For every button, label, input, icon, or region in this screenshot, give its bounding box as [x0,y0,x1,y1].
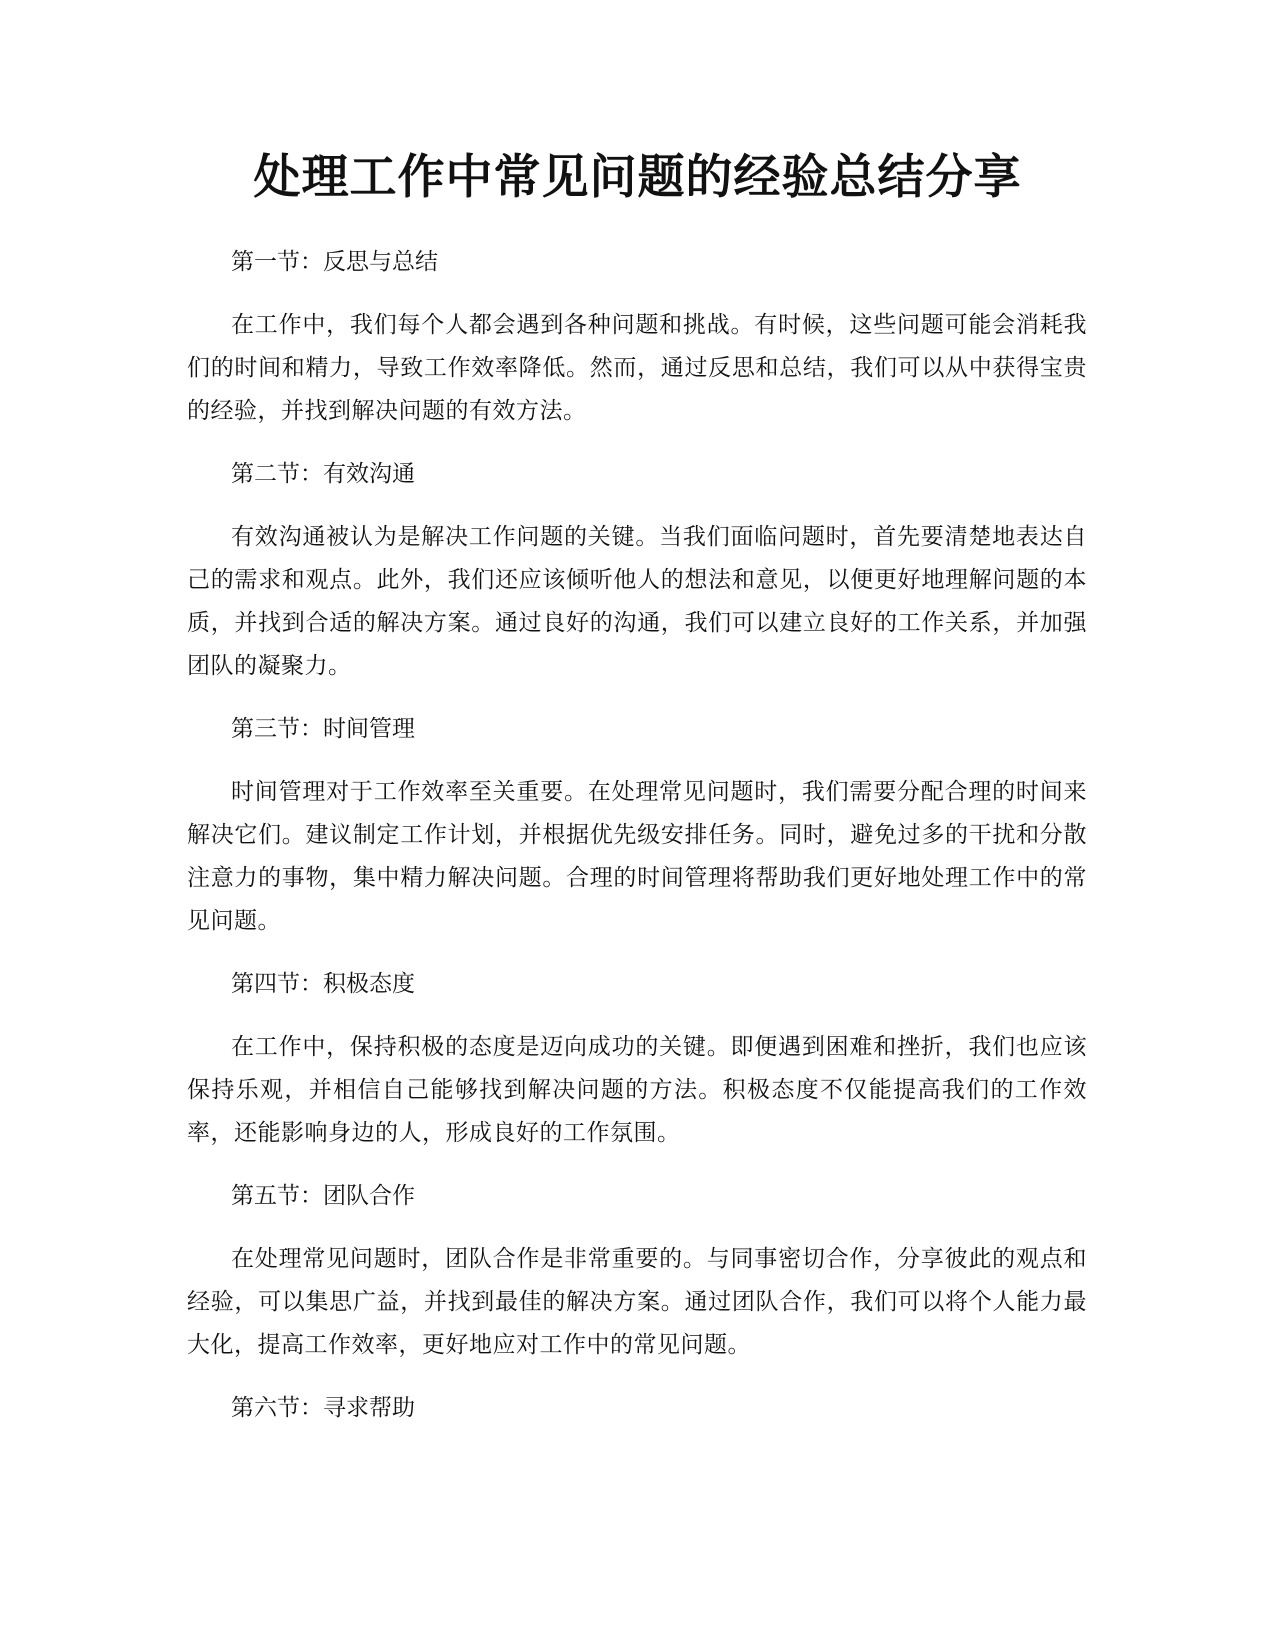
section-paragraph-4: 在工作中，保持积极的态度是迈向成功的关键。即便遇到困难和挫折，我们也应该保持乐观，并相信自己能够找到解决问题的方法。积极态度不仅能提高我们的工作效率，还能影响身边的人，形成良好的工作氛围。 [187,1034,1087,1146]
section-heading-2: 第二节：有效沟通 [231,461,415,487]
section-heading-1: 第一节：反思与总结 [231,249,438,275]
section-paragraph-3: 时间管理对于工作效率至关重要。在处理常见问题时，我们需要分配合理的时间来解决它们。建议制定工作计划，并根据优先级安排任务。同时，避免过多的干扰和分散注意力的事物，集中精力解决问题。合理的时间管理将帮助我们更好地处理工作中的常见问题。 [187,779,1087,934]
document-title: 处理工作中常见问题的经验总结分享 [253,150,1022,205]
section-heading-6: 第六节：寻求帮助 [231,1395,415,1421]
section-paragraph-1: 在工作中，我们每个人都会遇到各种问题和挑战。有时候，这些问题可能会消耗我们的时间和精力，导致工作效率降低。然而，通过反思和总结，我们可以从中获得宝贵的经验，并找到解决问题的有效方法。 [187,312,1087,424]
section-heading-5: 第五节：团队合作 [231,1183,415,1209]
section-paragraph-2: 有效沟通被认为是解决工作问题的关键。当我们面临问题时，首先要清楚地表达自己的需求和观点。此外，我们还应该倾听他人的想法和意见，以便更好地理解问题的本质，并找到合适的解决方案。通过良好的沟通，我们可以建立良好的工作关系，并加强团队的凝聚力。 [187,524,1087,679]
section-heading-4: 第四节：积极态度 [231,971,415,997]
document-body [187,241,1087,1450]
section-paragraph-5: 在处理常见问题时，团队合作是非常重要的。与同事密切合作，分享彼此的观点和经验，可以集思广益，并找到最佳的解决方案。通过团队合作，我们可以将个人能力最大化，提高工作效率，更好地应对工作中的常见问题。 [187,1246,1087,1358]
section-heading-3: 第三节：时间管理 [231,716,415,742]
